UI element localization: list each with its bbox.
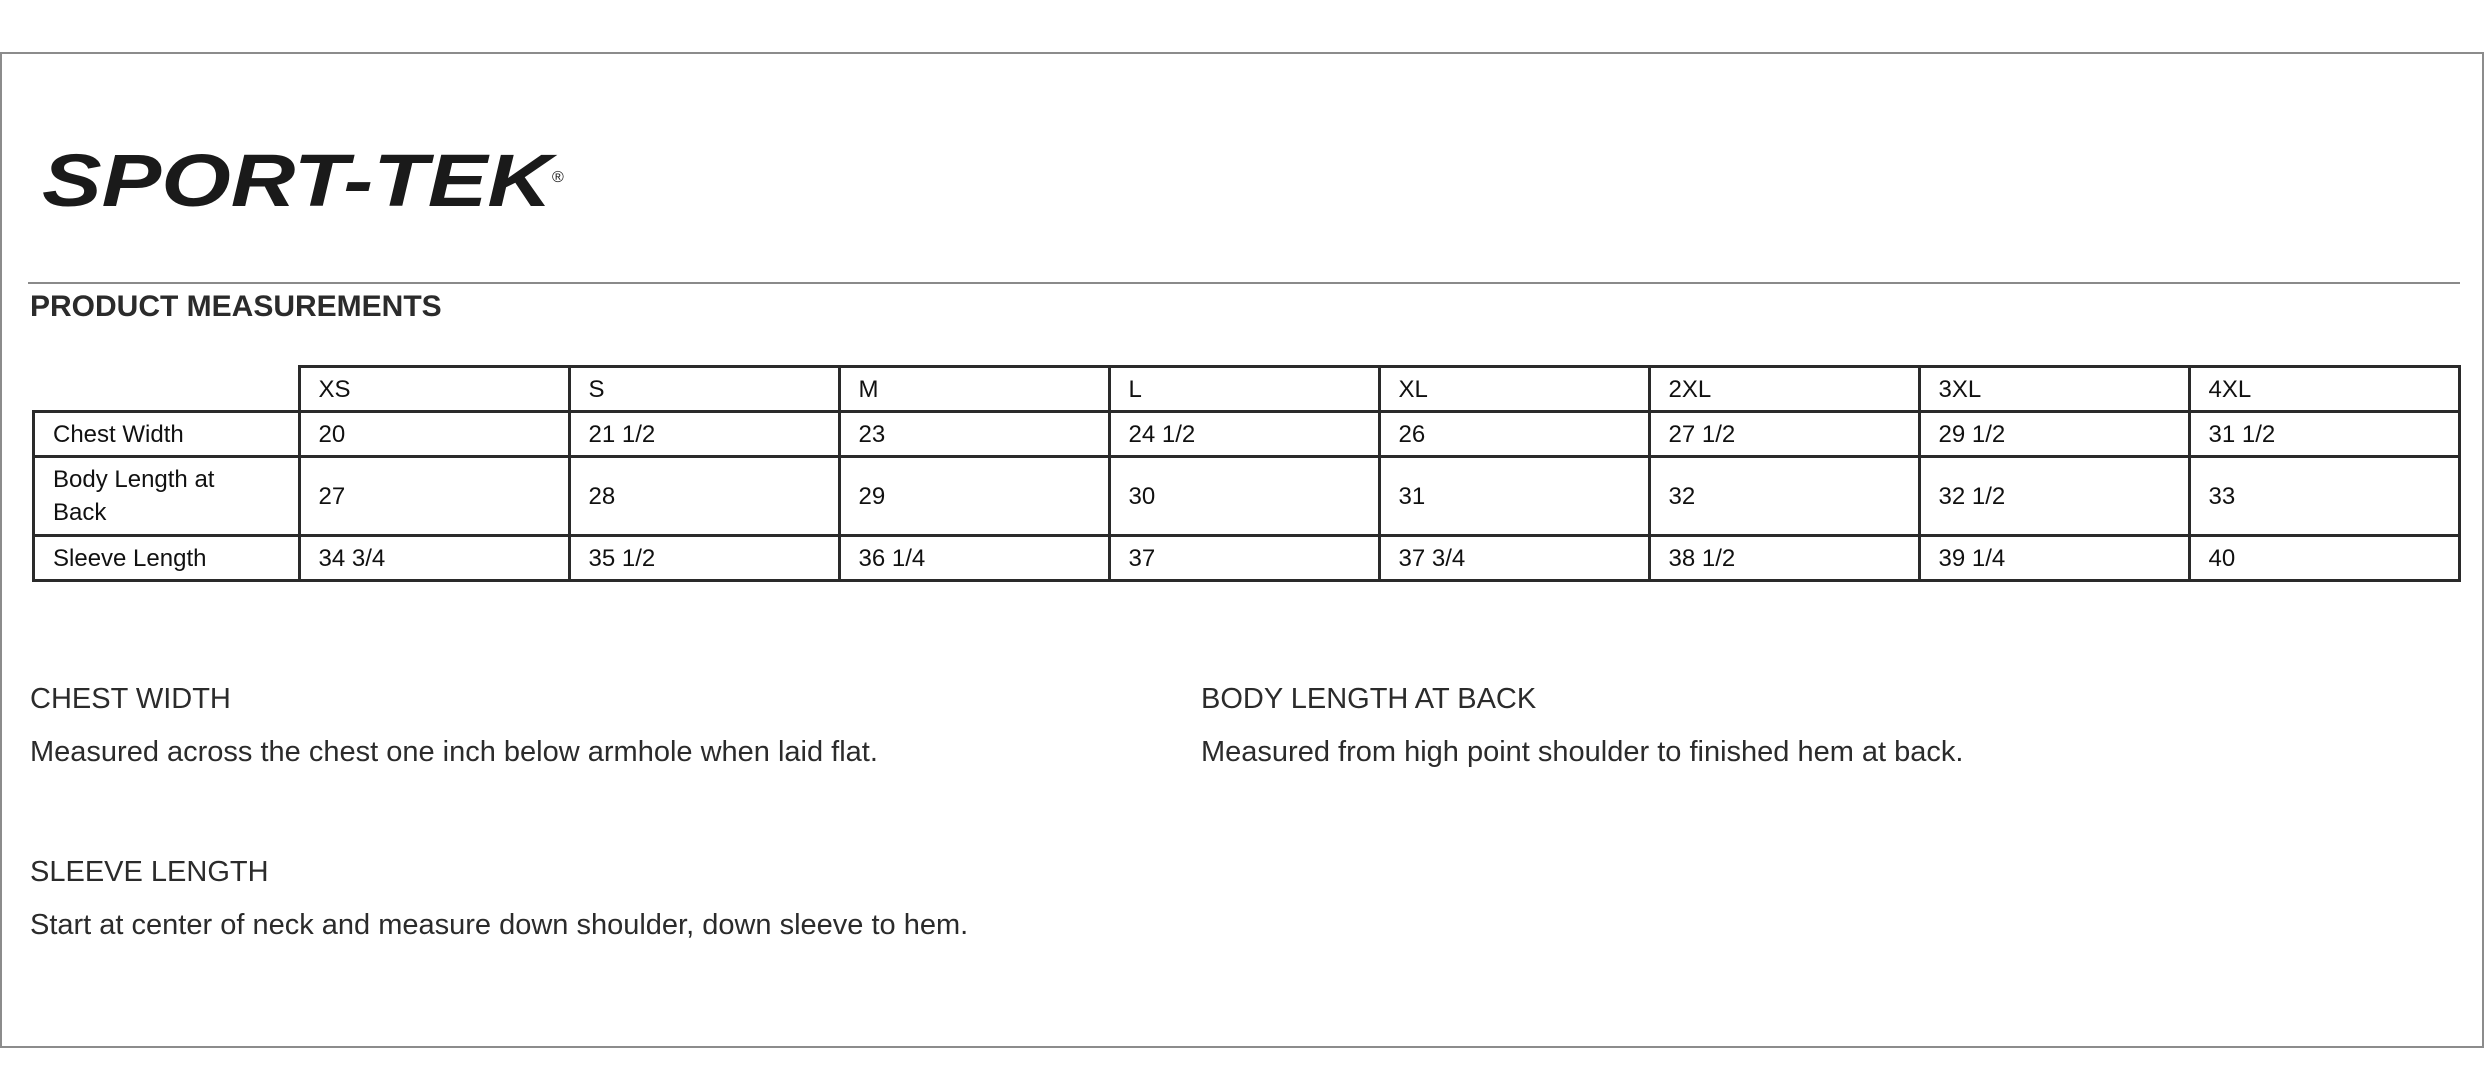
registered-mark: ® bbox=[552, 169, 564, 186]
table-cell: 37 3/4 bbox=[1379, 536, 1649, 581]
body-length-description: Measured from high point shoulder to finished hem at back. bbox=[1201, 736, 1964, 768]
table-cell: 29 1/2 bbox=[1919, 412, 2189, 457]
table-cell: 29 bbox=[839, 457, 1109, 536]
size-header: XS bbox=[299, 367, 569, 412]
header-divider bbox=[28, 282, 2460, 284]
size-header: L bbox=[1109, 367, 1379, 412]
section-title: PRODUCT MEASUREMENTS bbox=[30, 290, 442, 323]
table-cell: 40 bbox=[2189, 536, 2459, 581]
size-header: XL bbox=[1379, 367, 1649, 412]
table-cell: 32 1/2 bbox=[1919, 457, 2189, 536]
sleeve-length-title: SLEEVE LENGTH bbox=[30, 856, 269, 888]
size-header: S bbox=[569, 367, 839, 412]
row-label-line: Back bbox=[53, 499, 107, 526]
table-corner-cell bbox=[34, 367, 300, 412]
table-cell: 28 bbox=[569, 457, 839, 536]
logo-text: SPORT-TEK bbox=[42, 139, 558, 222]
chest-width-title: CHEST WIDTH bbox=[30, 683, 231, 715]
table-cell: 20 bbox=[299, 412, 569, 457]
size-header: 3XL bbox=[1919, 367, 2189, 412]
table-cell: 34 3/4 bbox=[299, 536, 569, 581]
table-cell: 39 1/4 bbox=[1919, 536, 2189, 581]
table-cell: 30 bbox=[1109, 457, 1379, 536]
table-cell: 23 bbox=[839, 412, 1109, 457]
body-length-title: BODY LENGTH AT BACK bbox=[1201, 683, 1537, 715]
row-label-line: Body Length at bbox=[53, 466, 215, 493]
size-header: M bbox=[839, 367, 1109, 412]
table-cell: 35 1/2 bbox=[569, 536, 839, 581]
table-cell: 31 bbox=[1379, 457, 1649, 536]
table-row bbox=[34, 457, 2460, 536]
table-cell: 38 1/2 bbox=[1649, 536, 1919, 581]
measurements-table bbox=[32, 365, 2461, 582]
table-row bbox=[34, 412, 2460, 457]
sleeve-length-description: Start at center of neck and measure down shoulder, down sleeve to hem. bbox=[30, 909, 969, 941]
row-label: Chest Width bbox=[34, 412, 300, 457]
table-cell: 24 1/2 bbox=[1109, 412, 1379, 457]
table-header-row bbox=[34, 367, 2460, 412]
row-label bbox=[34, 457, 300, 536]
size-header: 2XL bbox=[1649, 367, 1919, 412]
table-cell: 37 bbox=[1109, 536, 1379, 581]
table-cell: 32 bbox=[1649, 457, 1919, 536]
table-cell: 27 1/2 bbox=[1649, 412, 1919, 457]
table-cell: 33 bbox=[2189, 457, 2459, 536]
table-cell: 36 1/4 bbox=[839, 536, 1109, 581]
table-cell: 27 bbox=[299, 457, 569, 536]
table-cell: 21 1/2 bbox=[569, 412, 839, 457]
sport-tek-logo bbox=[40, 138, 580, 228]
row-label: Sleeve Length bbox=[34, 536, 300, 581]
table-cell: 26 bbox=[1379, 412, 1649, 457]
size-header: 4XL bbox=[2189, 367, 2459, 412]
chest-width-description: Measured across the chest one inch below armhole when laid flat. bbox=[30, 736, 878, 768]
table-row bbox=[34, 536, 2460, 581]
table-cell: 31 1/2 bbox=[2189, 412, 2459, 457]
